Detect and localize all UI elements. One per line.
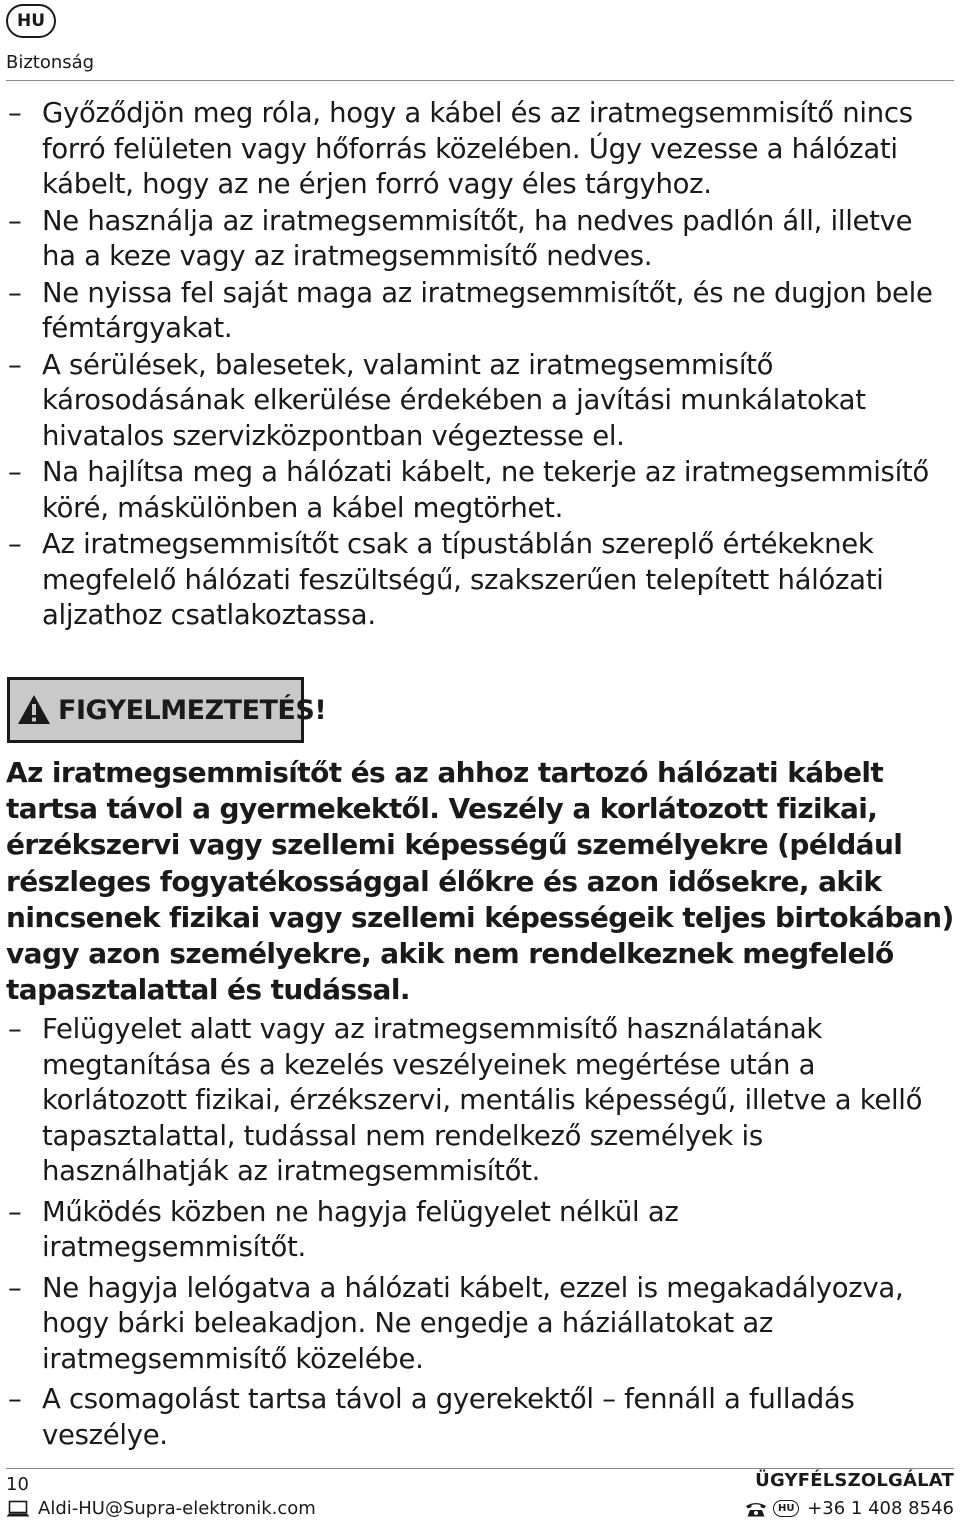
footer-divider (6, 1468, 954, 1469)
warning-triangle-icon (16, 693, 52, 727)
bullet-dash: – (8, 1271, 22, 1304)
list-item-text: Na hajlítsa meg a hálózati kábelt, ne tekerje az iratmegsemmisítő köré, máskülönben a kábel megtörhet. (42, 456, 929, 524)
phone-contact (745, 1498, 954, 1519)
list-item (6, 1271, 946, 1378)
list-item (6, 1195, 946, 1266)
list-item-text: Győződjön meg róla, hogy a kábel és az iratmegsemmisítő nincs forró felületen vagy hőforrás közelében. Úgy vezesse a hálózati kábelt, hogy az ne érjen forró vagy éles tárgyhoz. (42, 97, 913, 200)
list-item-text: A csomagolást tartsa távol a gyerekektől – fennáll a fulladás veszélye. (42, 1383, 855, 1451)
list-item-text: Ne hagyja lelógatva a hálózati kábelt, ezzel is megakadályozva, hogy bárki beleakadjon. Ne engedje a háziállatokat az iratmegsemmisítő közelébe. (42, 1271, 904, 1375)
list-item (6, 204, 946, 275)
list-item (6, 527, 946, 634)
bullet-dash: – (8, 1013, 22, 1045)
warning-text: Az iratmegsemmisítőt és az ahhoz tartozó hálózati kábelt tartsa távol a gyermekektől. Veszély a korlátozott fizikai, érzékszervi vagy szellemi képességű személyekre (például részleges fogyatékossággal élőkre és azon idősekre, akik nincsenek fizikai vagy szellemi képességeik teljes birtokában) vagy azon személyekre, akik nem rendelkeznek megfelelő tapasztalattal és tudással. (6, 756, 954, 1007)
list-item (6, 455, 946, 526)
bullet-dash: – (8, 348, 22, 381)
list-item (6, 348, 946, 455)
country-badge: HU (773, 1500, 799, 1517)
safety-list-1 (6, 96, 946, 635)
bullet-dash: – (8, 276, 22, 309)
list-item (6, 276, 946, 347)
list-item-text: Ne használja az iratmegsemmisítőt, ha nedves padlón áll, illetve ha a keze vagy az iratmegsemmisítő nedves. (42, 204, 913, 272)
section-title: Biztonság (6, 52, 95, 73)
list-item-text: Felügyelet alatt vagy az iratmegsemmisítő használatának megtanítása és a kezelés veszélyeinek megértése után a korlátozott fizikai, érzékszervi, mentális képességű, illetve a kellő tapasztalattal, tudással nem rendelkező személyek is használhatják az iratmegsemmisítőt. (42, 1013, 923, 1187)
list-item-text: Működés közben ne hagyja felügyelet nélkül az iratmegsemmisítőt. (42, 1195, 679, 1263)
header-divider (6, 80, 954, 81)
bullet-dash: – (8, 1383, 22, 1415)
language-badge: HU (6, 4, 56, 38)
list-item (6, 96, 946, 203)
warning-label: FIGYELMEZTETÉS! (58, 694, 327, 726)
bullet-dash: – (8, 456, 22, 488)
laptop-icon (6, 1500, 30, 1518)
email-address[interactable]: Aldi-HU@Supra-elektronik.com (38, 1498, 316, 1519)
bullet-dash: – (8, 1195, 22, 1228)
list-item (6, 1382, 946, 1453)
bullet-dash: – (8, 528, 22, 560)
page-number: 10 (6, 1474, 29, 1495)
list-item-text: Ne nyissa fel saját maga az iratmegsemmisítőt, és ne dugjon bele fémtárgyakat. (42, 276, 933, 344)
bullet-dash: – (8, 97, 22, 129)
safety-list-2 (6, 1012, 946, 1458)
telephone-icon (745, 1501, 767, 1517)
customer-service-label: ÜGYFÉLSZOLGÁLAT (755, 1470, 954, 1491)
phone-number[interactable]: +36 1 408 8546 (807, 1498, 954, 1519)
list-item (6, 1012, 946, 1190)
list-item-text: A sérülések, balesetek, valamint az iratmegsemmisítő károsodásának elkerülése érdekében a javítási munkálatokat hivatalos szervizközpontban végeztesse el. (42, 348, 866, 452)
warning-banner (7, 677, 327, 743)
email-contact (6, 1498, 316, 1519)
list-item-text: Az iratmegsemmisítőt csak a típustáblán szereplő értékeknek megfelelő hálózati feszültségű, szakszerűen telepített hálózati aljzathoz csatlakoztassa. (42, 528, 884, 631)
bullet-dash: – (8, 204, 22, 237)
